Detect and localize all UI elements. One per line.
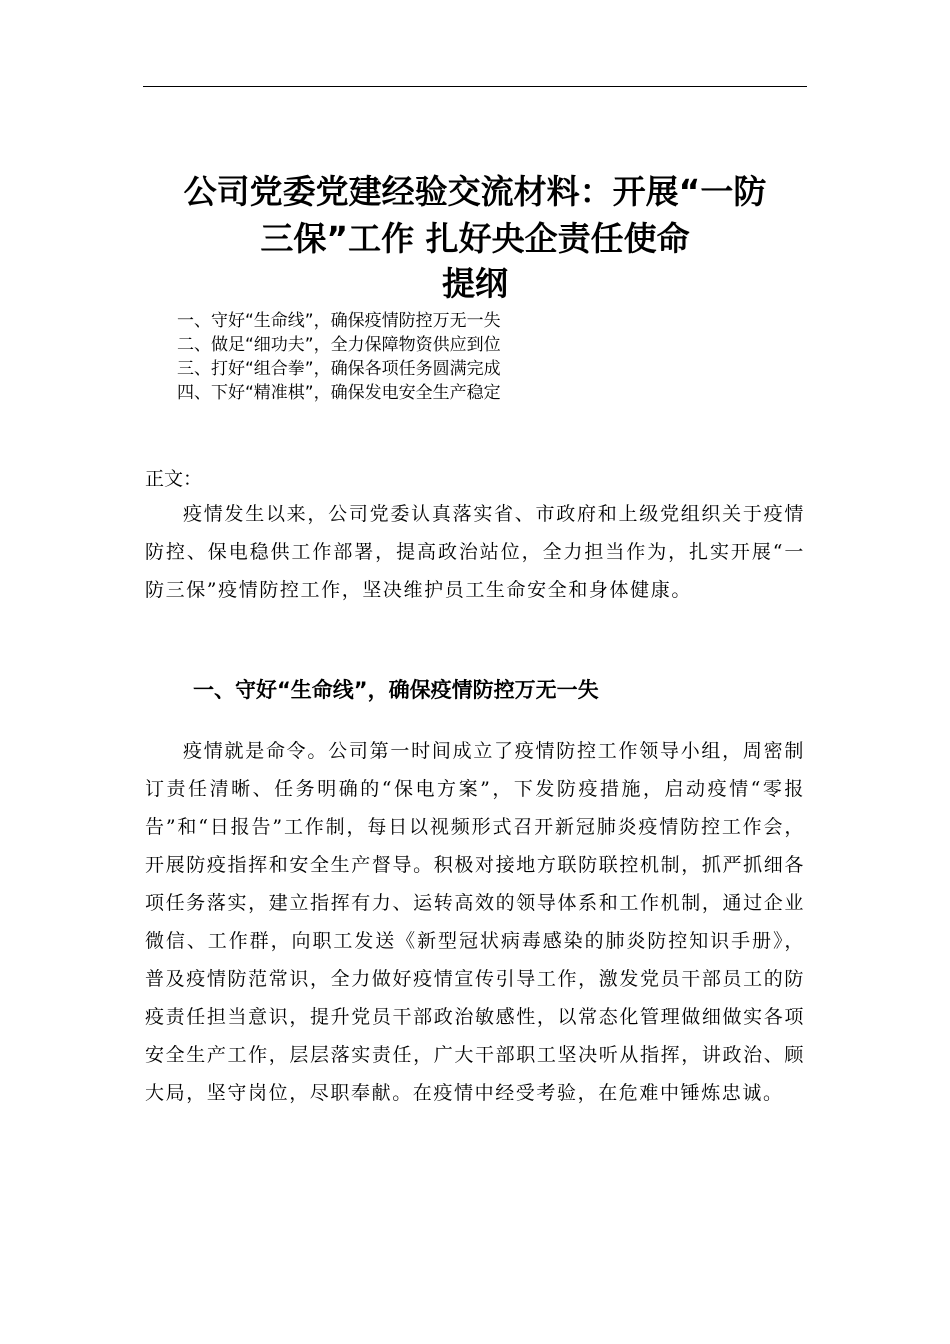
section-heading: 一、守好“生命线”，确保疫情防控万无一失 bbox=[193, 678, 599, 702]
outline-title: 提纲 bbox=[442, 264, 508, 303]
outline-item: 一、守好“生命线”，确保疫情防控万无一失 bbox=[177, 311, 501, 331]
title-line-2: 三保”工作 扎好央企责任使命 bbox=[260, 219, 690, 258]
section-paragraph: 疫情就是命令。公司第一时间成立了疫情防控工作领导小组，周密制订责任清晰、任务明确的“保电方案”，下发防疫措施，启动疫情“零报告”和“日报告”工作制，每日以视频形式召开新冠肺炎疫情防控工作会，开展防疫指挥和安全生产督导。积极对接地方联防联控机制，抓严抓细各项任务落实，建立指挥有力、运转高效的领导体系和工作机制，通过企业微信、工作群，向职工发送《新型冠状病毒感染的肺炎防控知识手册》，普及疫情防范常识，全力做好疫情宣传引导工作，激发党员干部员工的防疫责任担当意识，提升党员干部政治敏感性，以常态化管理做细做实各项安全生产工作，层层落实责任，广大干部职工坚决听从指挥，讲政治、顾大局，坚守岗位，尽职奉献。在疫情中经受考验，在危难中锤炼忠诚。 bbox=[145, 740, 805, 1104]
intro-paragraph: 疫情发生以来，公司党委认真落实省、市政府和上级党组织关于疫情防控、保电稳供工作部署，提高政治站位，全力担当作为，扎实开展“一防三保”疫情防控工作，坚决维护员工生命安全和身体健康。 bbox=[145, 503, 805, 601]
body-label: 正文： bbox=[145, 468, 203, 490]
outline-item: 四、下好“精准棋”，确保发电安全生产稳定 bbox=[177, 383, 501, 403]
title-line-1: 公司党委党建经验交流材料：开展“一防 bbox=[183, 172, 767, 211]
outline-item: 三、打好“组合拳”，确保各项任务圆满完成 bbox=[177, 359, 501, 379]
header-rule bbox=[143, 86, 807, 87]
outline-list bbox=[177, 309, 777, 405]
outline-item: 二、做足“细功夫”，全力保障物资供应到位 bbox=[177, 335, 501, 355]
document-title bbox=[120, 168, 830, 262]
